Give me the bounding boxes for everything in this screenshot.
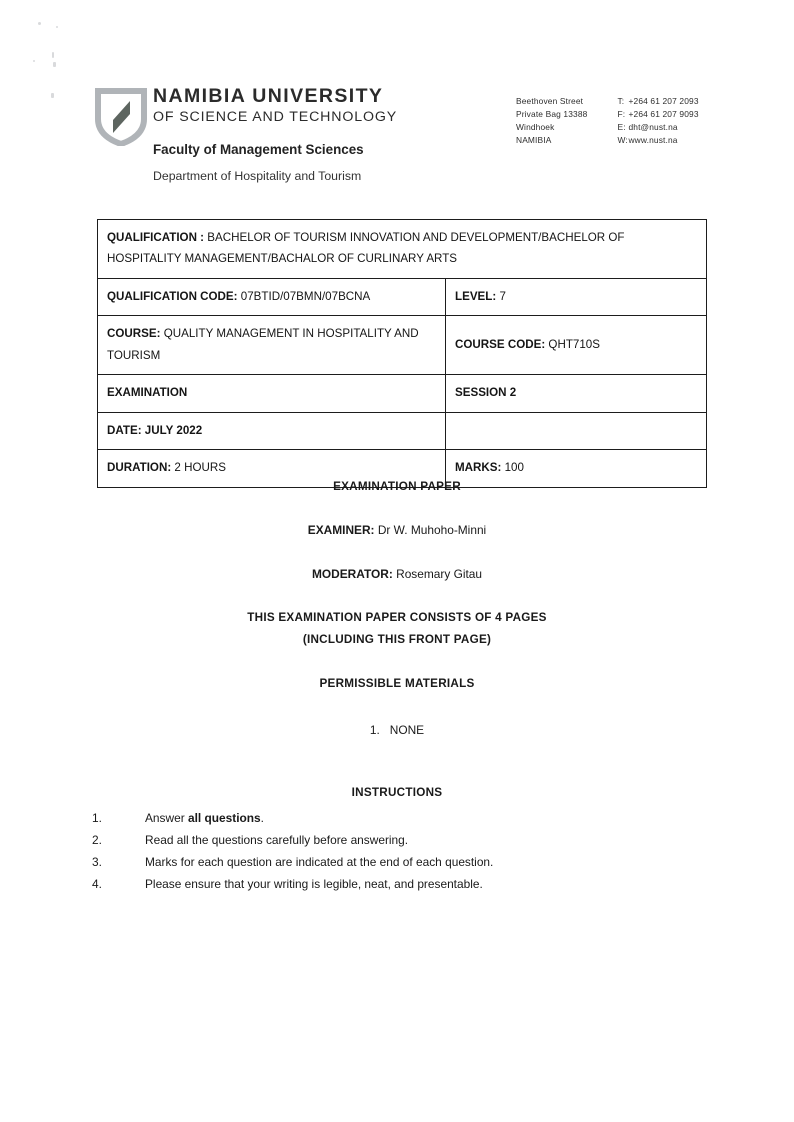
qualification-value: BACHELOR OF TOURISM INNOVATION AND DEVELOPMENT/BACHELOR OF HOSPITALITY MANAGEMENT/BACHALOR OF CURLINARY ARTS xyxy=(107,231,625,266)
session-label: SESSION 2 xyxy=(455,386,517,400)
institution-name-line1: NAMIBIA UNIVERSITY xyxy=(153,85,384,107)
instructions-list xyxy=(92,807,712,895)
scan-speckle xyxy=(33,60,35,62)
address-line: NAMIBIA xyxy=(516,135,552,146)
contact-website xyxy=(617,134,698,147)
front-page-note: (INCLUDING THIS FRONT PAGE) xyxy=(302,633,492,646)
contact-value: +264 61 207 9093 xyxy=(628,109,699,120)
level-value: 7 xyxy=(499,289,506,303)
department-name: Department of Hospitality and Tourism xyxy=(153,169,362,183)
permissible-item-text: NONE xyxy=(389,723,425,737)
instruction-text xyxy=(145,807,264,829)
examiner-line xyxy=(0,523,794,537)
contact-address xyxy=(516,95,587,147)
exam-paper-heading: EXAMINATION PAPER xyxy=(333,480,461,493)
duration-label: DURATION: xyxy=(107,461,172,475)
date-value: JULY 2022 xyxy=(144,423,203,437)
instructions-heading: INSTRUCTIONS xyxy=(351,786,443,799)
instruction-number: 4. xyxy=(92,877,102,891)
examination-label: EXAMINATION xyxy=(107,386,188,400)
permissible-materials-heading: PERMISSIBLE MATERIALS xyxy=(319,677,475,690)
list-item xyxy=(92,807,712,829)
date-cell xyxy=(98,412,446,449)
blank-cell xyxy=(446,412,707,449)
address-line: Beethoven Street xyxy=(516,96,584,106)
course-value: QUALITY MANAGEMENT IN HOSPITALITY AND TOURISM xyxy=(107,327,419,362)
table-row-examination xyxy=(98,375,707,412)
scan-speckle xyxy=(52,52,54,58)
examination-cell xyxy=(98,375,446,412)
contact-key: F: xyxy=(617,109,626,120)
contact-key: E: xyxy=(617,122,626,133)
address-line: Private Bag 13388 xyxy=(516,109,588,120)
institution-name xyxy=(153,86,397,125)
list-item xyxy=(92,873,712,895)
contact-phone xyxy=(617,95,698,108)
instruction-text: Read all the questions carefully before answering. xyxy=(145,833,409,847)
course-code-label: COURSE CODE: xyxy=(455,338,546,352)
permissible-materials-list xyxy=(0,721,794,739)
instruction-number: 1. xyxy=(92,811,102,825)
contact-email xyxy=(617,121,698,134)
examiner-value: Dr W. Muhoho-Minni xyxy=(377,523,487,537)
course-cell xyxy=(98,316,446,375)
page-count-line: THIS EXAMINATION PAPER CONSISTS OF 4 PAGES xyxy=(247,611,547,624)
scan-speckle xyxy=(38,22,41,25)
scan-speckle xyxy=(53,62,56,67)
instruction-text-bold: all questions xyxy=(187,811,261,825)
nust-shield-logo-icon xyxy=(95,88,147,146)
contact-value: www.nust.na xyxy=(628,135,678,146)
contact-value: dht@nust.na xyxy=(628,122,678,133)
qualification-cell xyxy=(98,220,707,279)
marks-label: MARKS: xyxy=(455,461,502,475)
moderator-value: Rosemary Gitau xyxy=(396,567,483,581)
date-label: DATE: xyxy=(107,423,142,437)
instruction-text-post: . xyxy=(260,811,264,825)
course-code-cell xyxy=(446,316,707,375)
faculty-name: Faculty of Management Sciences xyxy=(153,142,364,157)
scan-speckle xyxy=(56,26,58,28)
qualification-code-value: 07BTID/07BMN/07BCNA xyxy=(240,289,371,303)
course-code-value: QHT710S xyxy=(548,338,600,352)
list-item xyxy=(92,829,712,851)
instruction-text: Please ensure that your writing is legible, neat, and presentable. xyxy=(145,877,483,891)
qualification-code-label: QUALIFICATION CODE: xyxy=(107,289,238,303)
list-item xyxy=(92,851,712,873)
marks-value: 100 xyxy=(504,461,524,475)
address-line: Windhoek xyxy=(516,122,555,133)
contact-channels xyxy=(617,95,698,147)
course-label: COURSE: xyxy=(107,327,161,341)
moderator-line xyxy=(0,567,794,581)
permissible-item-number: 1. xyxy=(369,723,380,737)
instruction-text-pre: Answer xyxy=(145,811,188,825)
moderator-label: MODERATOR: xyxy=(311,567,393,581)
list-item xyxy=(370,723,424,737)
table-row-qualification xyxy=(98,220,707,279)
contact-key: W: xyxy=(617,135,628,146)
level-label: LEVEL: xyxy=(455,289,497,303)
session-cell xyxy=(446,375,707,412)
qualification-label: QUALIFICATION : xyxy=(107,231,205,244)
contact-value: +264 61 207 2093 xyxy=(628,96,699,106)
examiner-label: EXAMINER: xyxy=(307,523,375,537)
instruction-text: Marks for each question are indicated at the end of each question. xyxy=(145,855,494,869)
instruction-number: 2. xyxy=(92,833,102,847)
duration-value: 2 HOURS xyxy=(174,461,226,475)
instruction-number: 3. xyxy=(92,855,102,869)
contact-key: T: xyxy=(617,96,625,106)
qualification-code-cell xyxy=(98,278,446,315)
exam-info-table xyxy=(97,219,707,488)
contact-block xyxy=(516,95,699,147)
institution-name-line2: OF SCIENCE AND TECHNOLOGY xyxy=(153,109,398,126)
table-row-qualification-code xyxy=(98,278,707,315)
table-row-course xyxy=(98,316,707,375)
contact-fax xyxy=(617,108,698,121)
scan-speckle xyxy=(51,93,54,98)
level-cell xyxy=(446,278,707,315)
table-row-date xyxy=(98,412,707,449)
